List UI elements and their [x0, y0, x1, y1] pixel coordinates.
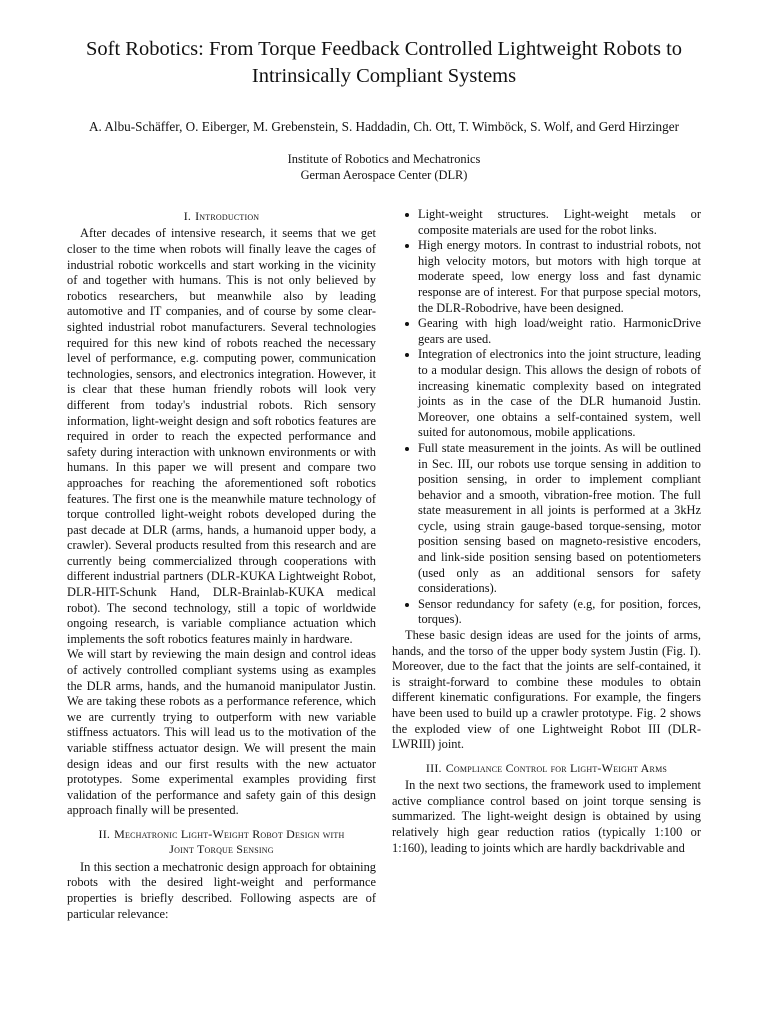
- paper-title: [40, 36, 728, 90]
- affiliation-organization: German Aerospace Center (DLR): [300, 168, 468, 182]
- section-title: Introduction: [195, 209, 260, 223]
- title-line-1: Soft Robotics: From Torque Feedback Controlled Lightweight Robots to: [85, 38, 683, 60]
- bullet-icon: [405, 213, 409, 217]
- author-list: A. Albu-Schäffer, O. Eiberger, M. Grebenstein, S. Haddadin, Ch. Ott, T. Wimböck, S. Wolf, and Gerd Hirzinger: [89, 119, 679, 134]
- title-line-2: Intrinsically Compliant Systems: [251, 65, 517, 87]
- list-item: [392, 347, 701, 441]
- intro-paragraph-1: After decades of intensive research, it seems that we get closer to the time when robots will finally leave the cages of industrial robotic workcells and start working in the vicinity of and together with humans. This is not only believed by robotics researchers, but meanwhile also by leading automotive and IT companies, and of course by some clear-sighted industrial robot manufacturers. Several technologies required for this new kind of robots reached the necessary level of performance, e.g. computing power, communication technologies, sensors, and electronics integration. However, it is clear that these human friendly robots will look very different from today's industrial robots. Rich sensory information, light-weight design and soft robotics features are required in order to reach the expected performance and safety during interaction with unknown environments or with humans. In this paper we will present and compare two approaches for reaching the aforementioned soft robotics features. The first one is the meanwhile mature technology of torque controlled light-weight robots developed during the past decade at DLR (arms, hands, a humanoid upper body, a crawler). Several products resulted from this research and are currently being commercialized through cooperations with different industrial partners (DLR-KUKA Lightweight Robot, DLR-HIT-Schunk Hand, DLR-Brainlab-KUKA medical robot). The second technology, still a topic of worldwide ongoing research, is variable compliance actuation which implements the soft robotics features mainly in hardware.: [67, 226, 376, 646]
- affiliation: [100, 151, 668, 183]
- list-item-text: Gearing with high load/weight ratio. HarmonicDrive gears are used.: [418, 316, 701, 346]
- section-number: I.: [183, 209, 192, 223]
- section-heading-mechatronic-design: [67, 827, 376, 858]
- list-item: [392, 441, 701, 597]
- bullet-icon: [405, 353, 409, 357]
- section3-paragraph-1: In the next two sections, the framework used to implement active compliance control based on joint torque sensing is summarized. The light-weight design is obtained by using relatively high gear reduction ratios (typically 1:100 or 1:160), leading to joints which are hardly backdrivable and: [392, 778, 701, 855]
- affiliation-institute: Institute of Robotics and Mechatronics: [287, 152, 481, 166]
- bullet-icon: [405, 603, 409, 607]
- section-title-line-1: Mechatronic Light-Weight Robot Design with: [114, 826, 345, 841]
- left-column: [67, 207, 376, 922]
- intro-paragraph-2: We will start by reviewing the main design and control ideas of actively controlled compliant systems using as examples the DLR arms, hands, and the humanoid manipulator Justin. We are taking these robots as a performance reference, which we are currently trying to outperform with new variable stiffness actuators. This will lead us to the motivation of the variable stiffness actuator design. We will present the main design ideas and our first results with the new actuator prototypes. Some experimental examples providing first validation of the performance and safety gain of this design approach finally will be presented.: [67, 647, 376, 818]
- bullet-icon: [405, 447, 409, 451]
- list-item-text: Sensor redundancy for safety (e.g, for position, forces, torques).: [418, 596, 701, 627]
- list-item-text: Integration of electronics into the joint structure, leading to a modular design. This allows the design of robots of increasing kinematic complexity based on integrated joints as in the case of the DLR humanoid Justin. Moreover, one obtains a self-contained system, well suited for autonomous, mobile applications.: [418, 347, 701, 440]
- bullet-icon: [405, 244, 409, 248]
- section-heading-compliance-control: [392, 761, 701, 776]
- right-column: [392, 207, 701, 856]
- bullet-icon: [405, 322, 409, 326]
- list-item-text: Light-weight structures. Light-weight metals or composite materials are used for the robot links.: [418, 207, 701, 237]
- section-heading-introduction: [67, 209, 376, 224]
- list-item-text: High energy motors. In contrast to industrial robots, not high velocity motors, but motors with high torque at moderate speed, low energy loss and fast dynamic response are of interest. For that purpose special motors, the DLR-Robodrive, have been designed.: [418, 238, 701, 315]
- design-aspects-list: [392, 207, 701, 628]
- list-item: [392, 238, 701, 316]
- section-number: III.: [425, 760, 442, 775]
- section2-paragraph-2: These basic design ideas are used for the joints of arms, hands, and the torso of the upper body system Justin (Fig. I). Moreover, due to the fact that the joints are self-contained, it is straight-forward to combine these modules to obtain different kinematic configurations. For example, the fingers have been used to build up a crawler prototype. Fig. 2 shows the exploded view of one Lightweight Robot III (DLR-LWRIII) joint.: [392, 628, 701, 752]
- list-item: [392, 597, 701, 628]
- section-title-line-2: Joint Torque Sensing: [169, 842, 274, 857]
- list-item-text: Full state measurement in the joints. As will be outlined in Sec. III, our robots use torque sensing in addition to position sensing, in order to implement compliant behavior and a smooth, vibration-free motion. The full state measurement in all joints is performed at a 3kHz cycle, using strain gauge-based torque-sensing, motor position sensing based on magneto-resistive encoders, and link-side position sensing based on potentiometers (used only as an additional sensors for safety considerations).: [418, 440, 701, 596]
- section-title: Compliance Control for Light-Weight Arms: [445, 760, 668, 775]
- section2-paragraph-1: In this section a mechatronic design approach for obtaining robots with the desired light-weight and performance properties is briefly described. Following aspects are of particular relevance:: [67, 859, 376, 921]
- list-item: [392, 207, 701, 238]
- list-item: [392, 316, 701, 347]
- section-number: II.: [98, 826, 111, 841]
